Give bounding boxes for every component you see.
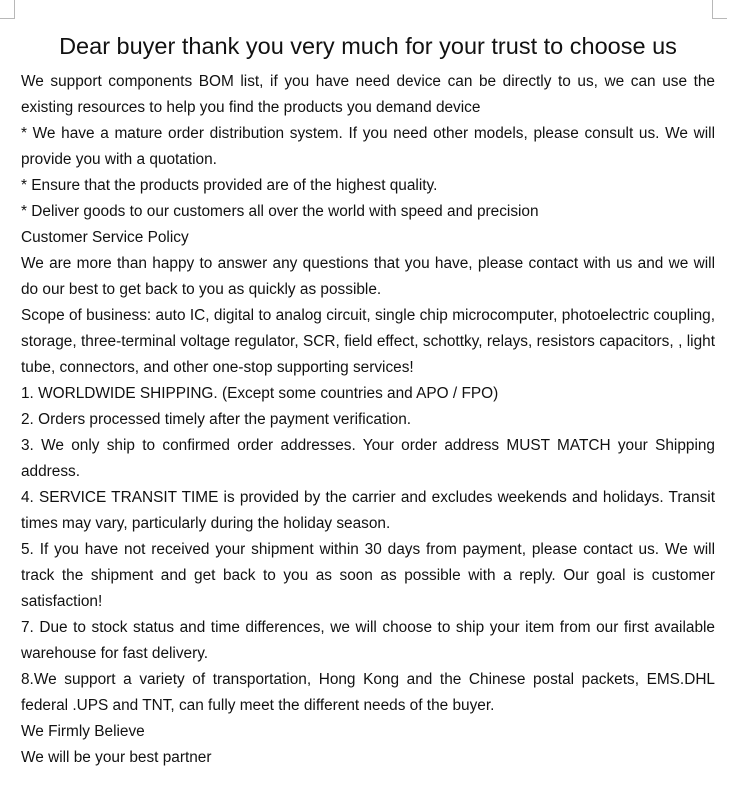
list-item-missing-shipment: 5. If you have not received your shipment within 30 days from payment, please contact us. We will track the shipment and get back to you as soon as possible with a reply. Our goal is customer satisfaction! bbox=[21, 541, 715, 610]
paragraph-quality: * Ensure that the products provided are of the highest quality. bbox=[21, 177, 438, 194]
paragraph-business-scope: Scope of business: auto IC, digital to analog circuit, single chip microcomputer, photoelectric coupling, storage, three-terminal voltage regulator, SCR, field effect, schottky, relays, resistors capacitors, , light tube, connectors, and other one-stop supporting services! bbox=[21, 307, 715, 376]
paragraph-policy-heading: Customer Service Policy bbox=[21, 229, 189, 246]
page-corner-mark-right bbox=[712, 0, 727, 19]
paragraph-partner: We will be your best partner bbox=[21, 749, 212, 766]
list-item-worldwide-shipping: 1. WORLDWIDE SHIPPING. (Except some countries and APO / FPO) bbox=[21, 385, 499, 402]
document-page bbox=[21, 28, 715, 771]
paragraph-order-distribution: * We have a mature order distribution system. If you need other models, please consult us. We will provide you with a quotation. bbox=[21, 125, 715, 168]
document-title: Dear buyer thank you very much for your trust to choose us bbox=[59, 33, 677, 59]
page-corner-mark-left bbox=[0, 0, 15, 19]
paragraph-bom-support: We support components BOM list, if you have need device can be directly to us, we can use the existing resources to help you find the products you demand device bbox=[21, 73, 715, 116]
document-body bbox=[21, 69, 715, 771]
paragraph-belief: We Firmly Believe bbox=[21, 723, 145, 740]
paragraph-contact: We are more than happy to answer any questions that you have, please contact with us and we will do our best to get back to you as quickly as possible. bbox=[21, 255, 715, 298]
list-item-transportation: 8.We support a variety of transportation, Hong Kong and the Chinese postal packets, EMS.DHL federal .UPS and TNT, can fully meet the different needs of the buyer. bbox=[21, 671, 715, 714]
list-item-warehouse: 7. Due to stock status and time differences, we will choose to ship your item from our first available warehouse for fast delivery. bbox=[21, 619, 715, 662]
list-item-transit-time: 4. SERVICE TRANSIT TIME is provided by the carrier and excludes weekends and holidays. Transit times may vary, particularly during the holiday season. bbox=[21, 489, 715, 532]
list-item-order-processing: 2. Orders processed timely after the payment verification. bbox=[21, 411, 412, 428]
list-item-confirmed-addresses: 3. We only ship to confirmed order addresses. Your order address MUST MATCH your Shipping address. bbox=[21, 437, 715, 480]
paragraph-delivery: * Deliver goods to our customers all over the world with speed and precision bbox=[21, 203, 539, 220]
